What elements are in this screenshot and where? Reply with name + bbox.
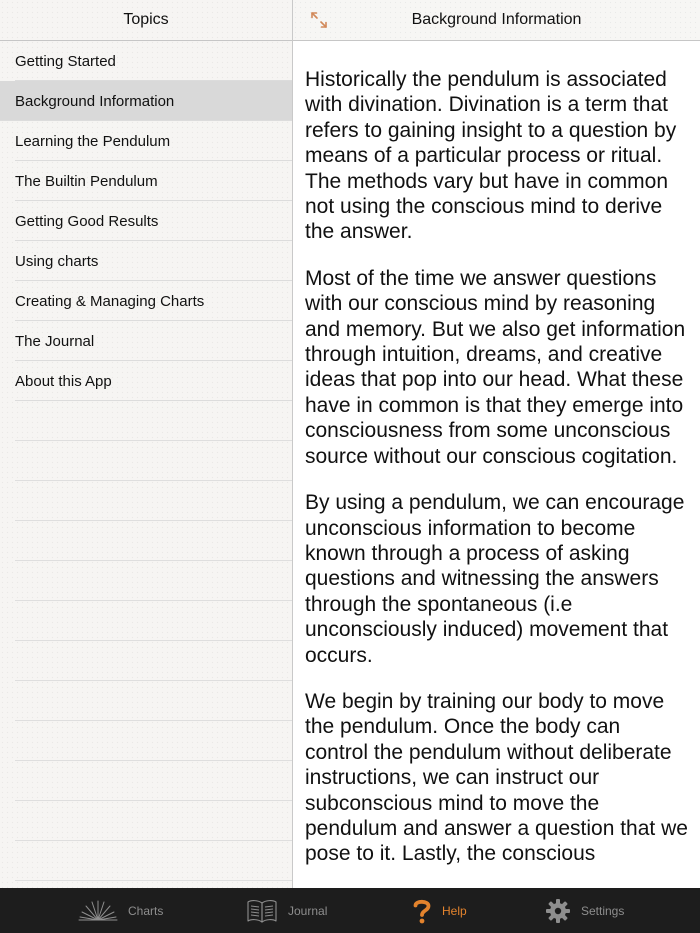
article-paragraph: Historically the pendulum is associated with divination. Divination is a term that refers to gaining insight to a question by means of a particular process or ritual. The methods vary but have in common not using the conscious mind to derive the answer. [305, 68, 677, 244]
topics-header [0, 0, 292, 41]
tab-bar [0, 888, 700, 933]
empty-row [0, 441, 292, 481]
topic-getting-started[interactable]: Getting Started [0, 41, 292, 81]
sunburst-icon [78, 898, 118, 924]
topic-learning-the-pendulum[interactable]: Learning the Pendulum [0, 121, 292, 161]
empty-row [0, 721, 292, 761]
detail-header [293, 0, 700, 41]
topic-the-journal[interactable]: The Journal [0, 321, 292, 361]
empty-row [0, 881, 292, 888]
gear-icon [545, 898, 571, 924]
empty-row [0, 601, 292, 641]
empty-row [0, 681, 292, 721]
expand-button[interactable] [307, 8, 331, 32]
article-paragraph: We begin by training our body to move the pendulum. Once the body can control the pendulum without deliberate instructions, we can instruct our subconscious mind to move the pendulum and answer a question that we pose to it. Lastly, the conscious [305, 689, 688, 866]
topics-title: Topics [123, 11, 169, 28]
book-icon [246, 898, 278, 924]
topic-builtin-pendulum[interactable]: The Builtin Pendulum [0, 161, 292, 201]
tab-settings-label: Settings [581, 903, 625, 918]
tab-help-label: Help [442, 903, 467, 918]
topic-background-information[interactable]: Background Information [0, 81, 292, 121]
empty-row [0, 481, 292, 521]
topic-about-this-app[interactable]: About this App [0, 361, 292, 401]
expand-arrows-icon [309, 10, 329, 30]
detail-pane [293, 0, 700, 888]
tab-charts-label: Charts [128, 903, 164, 918]
topic-list [0, 41, 292, 888]
tab-charts[interactable] [78, 888, 163, 933]
article-body [293, 41, 700, 867]
question-icon [412, 897, 432, 925]
detail-title: Background Information [411, 11, 582, 28]
empty-row [0, 761, 292, 801]
tab-journal[interactable] [246, 888, 327, 933]
tab-settings[interactable] [545, 888, 624, 933]
article-paragraph: Most of the time we answer questions with our conscious mind by reasoning and memory. But we also get information through intuition, dreams, and creative ideas that pop into our head. What these have in common is that they emerge into consciousness from some unconscious source without our conscious cogitation. [305, 266, 686, 468]
topic-creating-managing-charts[interactable]: Creating & Managing Charts [0, 281, 292, 321]
topic-using-charts[interactable]: Using charts [0, 241, 292, 281]
empty-row [0, 521, 292, 561]
empty-row [0, 641, 292, 681]
topic-getting-good-results[interactable]: Getting Good Results [0, 201, 292, 241]
empty-row [0, 401, 292, 441]
tab-journal-label: Journal [288, 903, 328, 918]
empty-row [0, 801, 292, 841]
article-paragraph: By using a pendulum, we can encourage unconscious information to become known through a process of asking questions and witnessing the answers through the spontaneous (i.e unconsciously induced) movement that occurs. [305, 491, 685, 667]
tab-help[interactable] [412, 888, 467, 933]
empty-row [0, 841, 292, 881]
empty-row [0, 561, 292, 601]
topics-pane [0, 0, 293, 888]
